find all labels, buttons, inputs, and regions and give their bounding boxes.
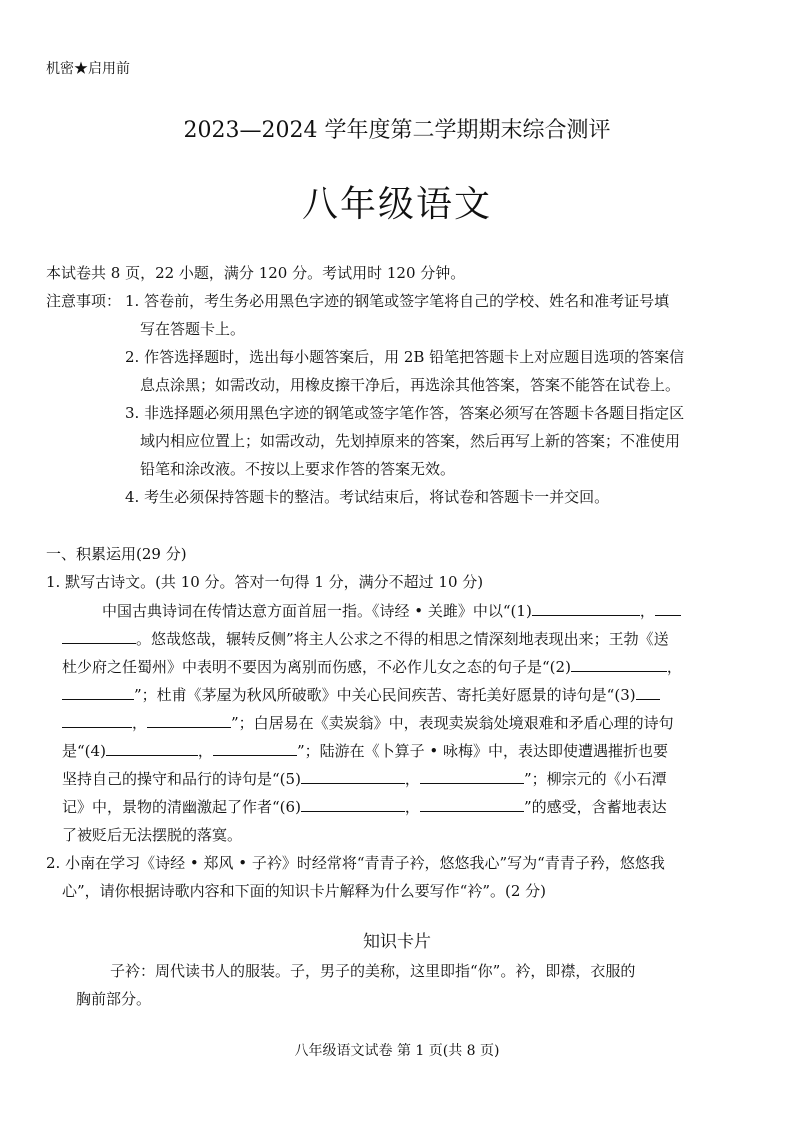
q1-line-8: 记》中，景物的清幽激起了作者“(6) ， ”的感受，含蓄地表达 [62, 798, 667, 816]
note-2a: 2. 作答选择题时，选出每小题答案后，用 2B 铅笔把答题卡上对应题目选项的答案信 [125, 348, 685, 366]
knowledge-card-line-1: 子衿：周代读书人的服装。子，男子的美称，这里即指“你”。衿，即襟，衣服的 [110, 962, 636, 980]
section-heading: 一、积累运用(29 分) [46, 545, 187, 563]
note-3b: 域内相应位置上；如需改动，先划掉原来的答案，然后再写上新的答案；不准使用 [140, 432, 681, 450]
question-2-line-1: 2. 小南在学习《诗经 • 郑风 • 子衿》时经常将“青青子衿，悠悠我心”写为“青青子矜，悠悠我 [46, 854, 665, 872]
subject-title: 八年级语文 [301, 184, 492, 225]
q1-line-7: 坚持自己的操守和品行的诗句是“(5) ， ”；柳宗元的《小石潭 [62, 770, 667, 788]
note-3a: 3. 非选择题必须用黑色字迹的钢笔或签字笔作答，答案必须写在答题卡各题目指定区 [125, 404, 685, 422]
exam-title: 2023—2024 学年度第二学期期末综合测评 [183, 118, 611, 143]
knowledge-card-title: 知识卡片 [363, 932, 431, 952]
question-1-head: 1. 默写古诗文。(共 10 分。答对一句得 1 分，满分不超过 10 分) [46, 573, 484, 591]
exam-intro: 本试卷共 8 页，22 小题，满分 120 分。考试用时 120 分钟。 [46, 264, 466, 282]
q1-line-4: ”；杜甫《茅屋为秋风所破歌》中关心民间疾苦、寄托美好愿景的诗句是“(3) [62, 684, 660, 705]
question-2-line-2: 心”，请你根据诗歌内容和下面的知识卡片解释为什么要写作“衿”。(2 分) [62, 882, 547, 900]
note-3c: 铅笔和涂改液。不按以上要求作答的答案无效。 [140, 460, 456, 478]
q1-line-5: ， ”；白居易在《卖炭翁》中，表现卖炭翁处境艰难和矛盾心理的诗句 [62, 712, 674, 733]
q1-line-6: 是“(4) ， ”；陆游在《卜算子 • 咏梅》中，表达即使遭遇摧折也要 [62, 742, 668, 760]
note-4: 4. 考生必须保持答题卡的整洁。考试结束后，将试卷和答题卡一并交回。 [125, 488, 610, 506]
confidential-mark: 机密★启用前 [46, 61, 130, 77]
knowledge-card-line-2: 胸前部分。 [76, 990, 152, 1008]
q1-line-3: 杜少府之任蜀州》中表明不要因为离别而伤感，不必作儿女之态的句子是“(2) ， [62, 658, 682, 676]
q1-line-1: 中国古典诗词在传情达意方面首屈一指。《诗经 • 关雎》中以“(1) ， [102, 600, 681, 621]
note-1b: 写在答题卡上。 [140, 320, 246, 338]
note-2b: 息点涂黑；如需改动，用橡皮擦干净后，再选涂其他答案，答案不能答在试卷上。 [140, 376, 681, 394]
q1-line-2: 。悠哉悠哉，辗转反侧”将主人公求之不得的相思之情深刻地表现出来；王勃《送 [62, 628, 669, 649]
notes-label: 注意事项： [46, 292, 122, 310]
q1-line-9: 了被贬后无法摆脱的落寞。 [62, 826, 243, 844]
note-1a: 1. 答卷前，考生务必用黑色字迹的钢笔或签字笔将自己的学校、姓名和准考证号填 [125, 292, 670, 310]
page-footer: 八年级语文试卷 第 1 页(共 8 页) [294, 1043, 500, 1059]
